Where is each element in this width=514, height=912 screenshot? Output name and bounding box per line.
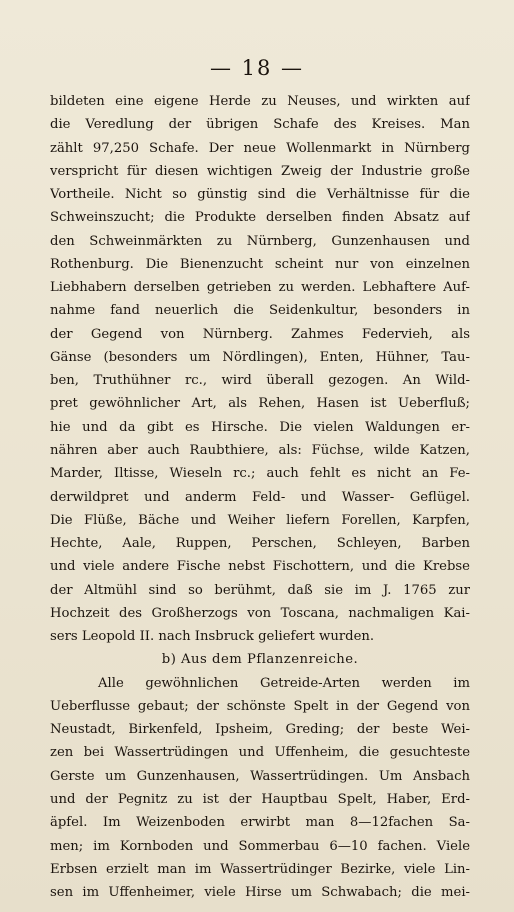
text-line: Hochzeit des Großherzogs von Toscana, nachmaligen Kai- <box>50 605 470 621</box>
text-line: ben, Truthühner rc., wird überall gezogen. An Wild- <box>50 373 470 389</box>
text-line: derwildpret und anderm Feld- und Wasser- Geflügel. <box>50 489 470 505</box>
text-line: Gerste um Gunzenhausen, Wassertrüdingen. Um Ansbach <box>50 768 470 784</box>
text-line: Ueberflusse gebaut; der schönste Spelt in der Gegend von <box>50 698 470 714</box>
text-line: die Veredlung der übrigen Schafe des Kreises. Man <box>50 117 470 133</box>
text-line: Marder, Iltisse, Wieseln rc.; auch fehlt es nicht an Fe- <box>50 466 470 482</box>
text-line: zählt 97,250 Schafe. Der neue Wollenmarkt in Nürnberg <box>50 140 470 156</box>
text-line: und der Pegnitz zu ist der Hauptbau Spelt, Haber, Erd- <box>50 791 470 807</box>
page-body-text <box>50 90 470 904</box>
text-line: Neustadt, Birkenfeld, Ipsheim, Greding; der beste Wei- <box>50 722 470 738</box>
text-line: Erbsen erzielt man im Wassertrüdinger Bezirke, viele Lin- <box>50 861 470 877</box>
text-line: zen bei Wassertrüdingen und Uffenheim, die gesuchteste <box>50 745 470 761</box>
text-line: bildeten eine eigene Herde zu Neuses, und wirkten auf <box>50 94 470 109</box>
text-line: verspricht für diesen wichtigen Zweig der Industrie große <box>50 163 470 179</box>
text-line: Schweinszucht; die Produkte derselben finden Absatz auf <box>50 210 470 226</box>
text-line: Gänse (besonders um Nördlingen), Enten, Hühner, Tau- <box>50 349 470 365</box>
text-line: hie und da gibt es Hirsche. Die vielen Waldungen er- <box>50 419 470 435</box>
text-line: sers Leopold II. nach Insbruck geliefert wurden. <box>50 629 375 645</box>
text-line: men; im Kornboden und Sommerbau 6—10 fachen. Viele <box>50 838 470 854</box>
text-line: Die Flüße, Bäche und Weiher liefern Forellen, Karpfen, <box>50 512 470 528</box>
text-line: sen im Uffenheimer, viele Hirse um Schwabach; die mei- <box>50 885 470 901</box>
page-number-header: — 18 — <box>209 56 305 80</box>
text-line: der Altmühl sind so berühmt, daß sie im J. 1765 zur <box>50 582 470 598</box>
text-line: nähren aber auch Raubthiere, als: Füchse, wilde Katzen, <box>50 442 470 458</box>
text-line: nahme fand neuerlich die Seidenkultur, besonders in <box>50 303 470 319</box>
text-line: pret gewöhnlicher Art, als Rehen, Hasen ist Ueberfluß; <box>50 396 470 412</box>
text-line: den Schweinmärkten zu Nürnberg, Gunzenhausen und <box>50 233 470 249</box>
text-line: Hechte, Aale, Ruppen, Perschen, Schleyen, Barben <box>50 536 470 552</box>
text-line: äpfel. Im Weizenboden erwirbt man 8—12fachen Sa- <box>50 815 470 831</box>
text-line: Liebhabern derselben getrieben zu werden. Lebhaftere Auf- <box>50 280 470 296</box>
section-heading: b) Aus dem Pflanzenreiche. <box>161 652 359 668</box>
text-line: Rothenburg. Die Bienenzucht scheint nur von einzelnen <box>50 256 470 272</box>
text-line: Vortheile. Nicht so günstig sind die Verhältnisse für die <box>50 187 470 203</box>
text-line: Alle gewöhnlichen Getreide-Arten werden im <box>98 675 470 691</box>
text-line: der Gegend von Nürnberg. Zahmes Federvieh, als <box>50 326 470 342</box>
text-line: und viele andere Fische nebst Fischottern, und die Krebse <box>50 559 470 575</box>
